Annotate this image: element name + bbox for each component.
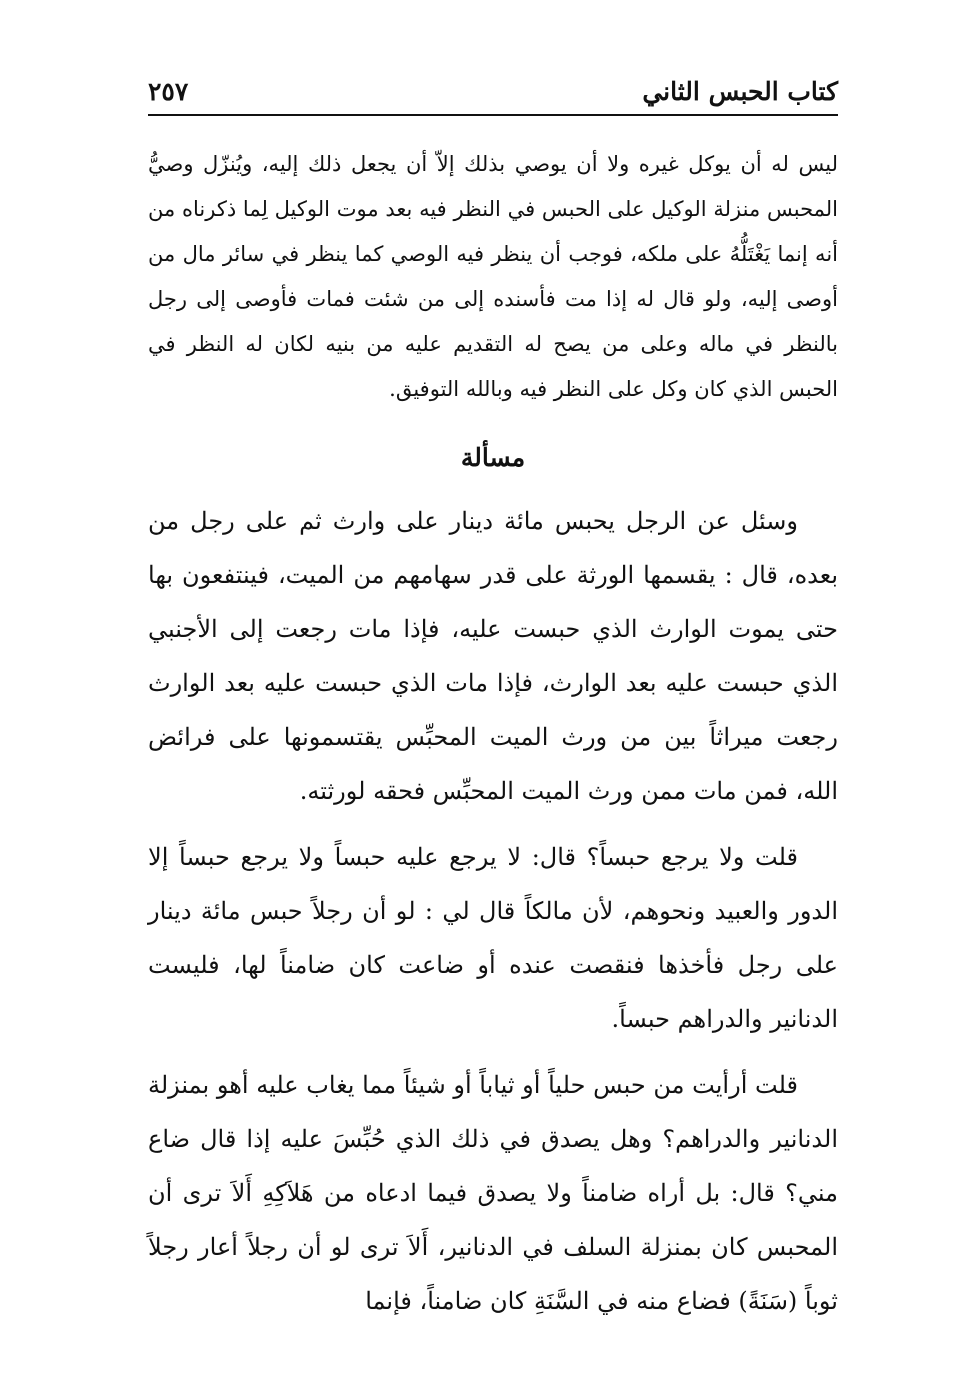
book-page bbox=[148, 70, 838, 1340]
intro-paragraph: ليس له أن يوكل غيره ولا أن يوصي بذلك إلاّ أن يجعل ذلك إليه، ويُنزّل وصيُّ المحبس منزلة الوكيل على الحبس في النظر فيه بعد موت الوكيل لِما ذكرناه من أنه إنما يَغْتَلُّهُ على ملكه، فوجب أن ينظر فيه الوصي كما ينظر في سائر مال من أوصى إليه، ولو قال له إذا مت فأسنده إلى من شئت فمات فأوصى إلى رجل بالنظر في ماله وعلى من يصح له التقديم عليه من بنيه لكان له النظر في الحبس الذي كان وكل على النظر فيه وبالله التوفيق. bbox=[148, 152, 838, 401]
page-header bbox=[148, 70, 838, 116]
body-paragraph: قلت أرأيت من حبس حلياً أو ثياباً أو شيئاً مما يغاب عليه أهو بمنزلة الدنانير والدراهم؟ وهل يصدق في ذلك الذي حُبِّسَ عليه إذا قال ضاع مني؟ قال: بل أراه ضامناً ولا يصدق فيما ادعاه من هَلاَكِهِ أَلاَ ترى أن المحبس كان بمنزلة السلف في الدنانير، أَلاَ ترى لو أن رجلاً أعار رجلاً ثوباً (سَنَةً) فضاع منه في السَّنَةِ كان ضامناً، فإنما bbox=[148, 1071, 838, 1315]
running-title: كتاب الحبس الثاني bbox=[642, 77, 838, 106]
section-heading: مسألة bbox=[460, 443, 526, 472]
page-number: ٢٥٧ bbox=[148, 77, 189, 106]
body-paragraph: وسئل عن الرجل يحبس مائة دينار على وارث ثم على رجل من بعده، قال : يقسمها الورثة على قدر سهامهم من الميت، فينتفعون بها حتى يموت الوارث الذي حبست عليه، فإذا مات رجعت إلى الأجنبي الذي حبست عليه بعد الوارث، فإذا مات الذي حبست عليه بعد الوارث رجعت ميراثاً بين من ورث الميت المحبِّس يقتسمونها على فرائض الله، فمن مات ممن ورث الميت المحبِّس فحقه لورثته. bbox=[148, 507, 838, 805]
body-paragraph: قلت ولا يرجع حبساً؟ قال: لا يرجع عليه حبساً ولا يرجع حبساً إلا الدور والعبيد ونحوهم، لأن مالكاً قال لي : لو أن رجلاً حبس مائة دينار على رجل فأخذها فنقصت عنده أو ضاعت كان ضامناً لها، فليست الدنانير والدراهم حبساً. bbox=[148, 843, 838, 1033]
